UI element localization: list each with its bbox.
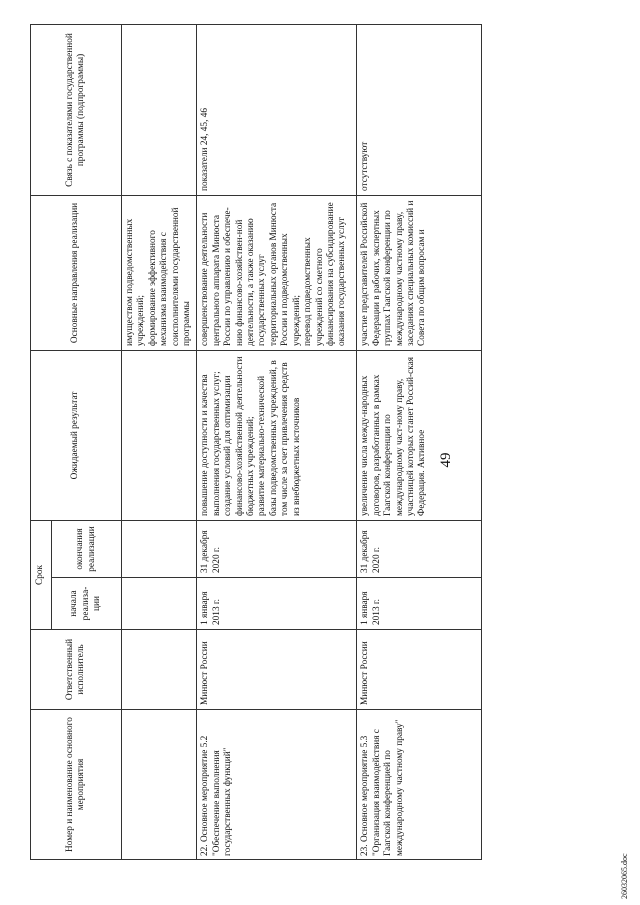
cont-empty [122,24,197,195]
continuation-directions: имуществом подведомственных учреждений; формирование эффективного механизма взаимодействия с соисполнителями государственной программы [122,195,197,350]
row-result: повышение доступности и качества выполнения государственных услуг; создание условий для оптимизации финансово-хозяйственной деятельности бюджетных учреждений; развитие материально-технической базы подведомственных учреждений, в том числе за счет привлечения средств из внебюджетных источников [197,350,357,520]
cont-empty [122,710,197,860]
cont-empty [122,350,197,520]
header-end: окончания реализации [52,520,122,577]
row-name: Основное мероприятие 5.3 "Организация взаимодействия с Гаагской конференцией по международному частному праву" [360,719,405,856]
program-table [30,24,482,860]
row-link: показатели 24, 45, 46 [197,24,357,195]
doc-footer: 26032065.doc [620,853,629,899]
table-row [197,24,357,859]
row-executor: Минюст России [357,630,482,710]
cont-empty [122,630,197,710]
row-start: 1 января 2013 г. [197,578,357,630]
page-number: 49 [438,452,454,468]
table-row [357,24,482,859]
row-executor: Минюст России [197,630,357,710]
row-number: 22. [200,844,211,856]
row-end: 31 декабря 2020 г. [197,520,357,577]
row-number-name [197,710,357,860]
row-end: 31 декабря 2020 г. [357,520,482,577]
row-directions: участие представителей Российской Федерации в рабочих, экспертных группах Гаагской конференции по международному частному праву, заседаниях специальных комиссий и Совета по общим вопросам и [357,195,482,350]
row-number-name [357,710,482,860]
header-start: начала реализа-ции [52,578,122,630]
row-link: отсутствуют [357,24,482,195]
header-term: Срок [31,520,52,629]
header-number-name: Номер и наименование основного мероприятия [31,710,122,860]
header-result: Ожидаемый результат [31,350,122,520]
row-number: 23. [360,844,371,856]
row-name: Основное мероприятие 5.2 "Обеспечение выполнения государственных функций" [200,735,234,856]
row-result: увеличение числа между-народных договоров, разработанных в рамках Гаагской конференции по международному част-ному праву, участницей которых станет Россий-ская Федерация. Активное [357,350,482,520]
header-directions: Основные направления реализации [31,195,122,350]
cont-empty [122,578,197,630]
header-link: Связь с показателями государственной программы (подпрограммы) [31,24,122,195]
header-executor: Ответственный исполнитель [31,630,122,710]
row-directions: совершенствование деятельности центрального аппарата Минюста России по управлению и обеспече-нию финансово-хозяйствен-ной деятельности, а также оказанию государственных услуг территориальных органов Минюста России и подведомственных учреждений; перевод подведомственных учреждений со сметного финансирования на субсидирование оказания государственных услуг [197,195,357,350]
row-start: 1 января 2013 г. [357,578,482,630]
cont-empty [122,520,197,577]
